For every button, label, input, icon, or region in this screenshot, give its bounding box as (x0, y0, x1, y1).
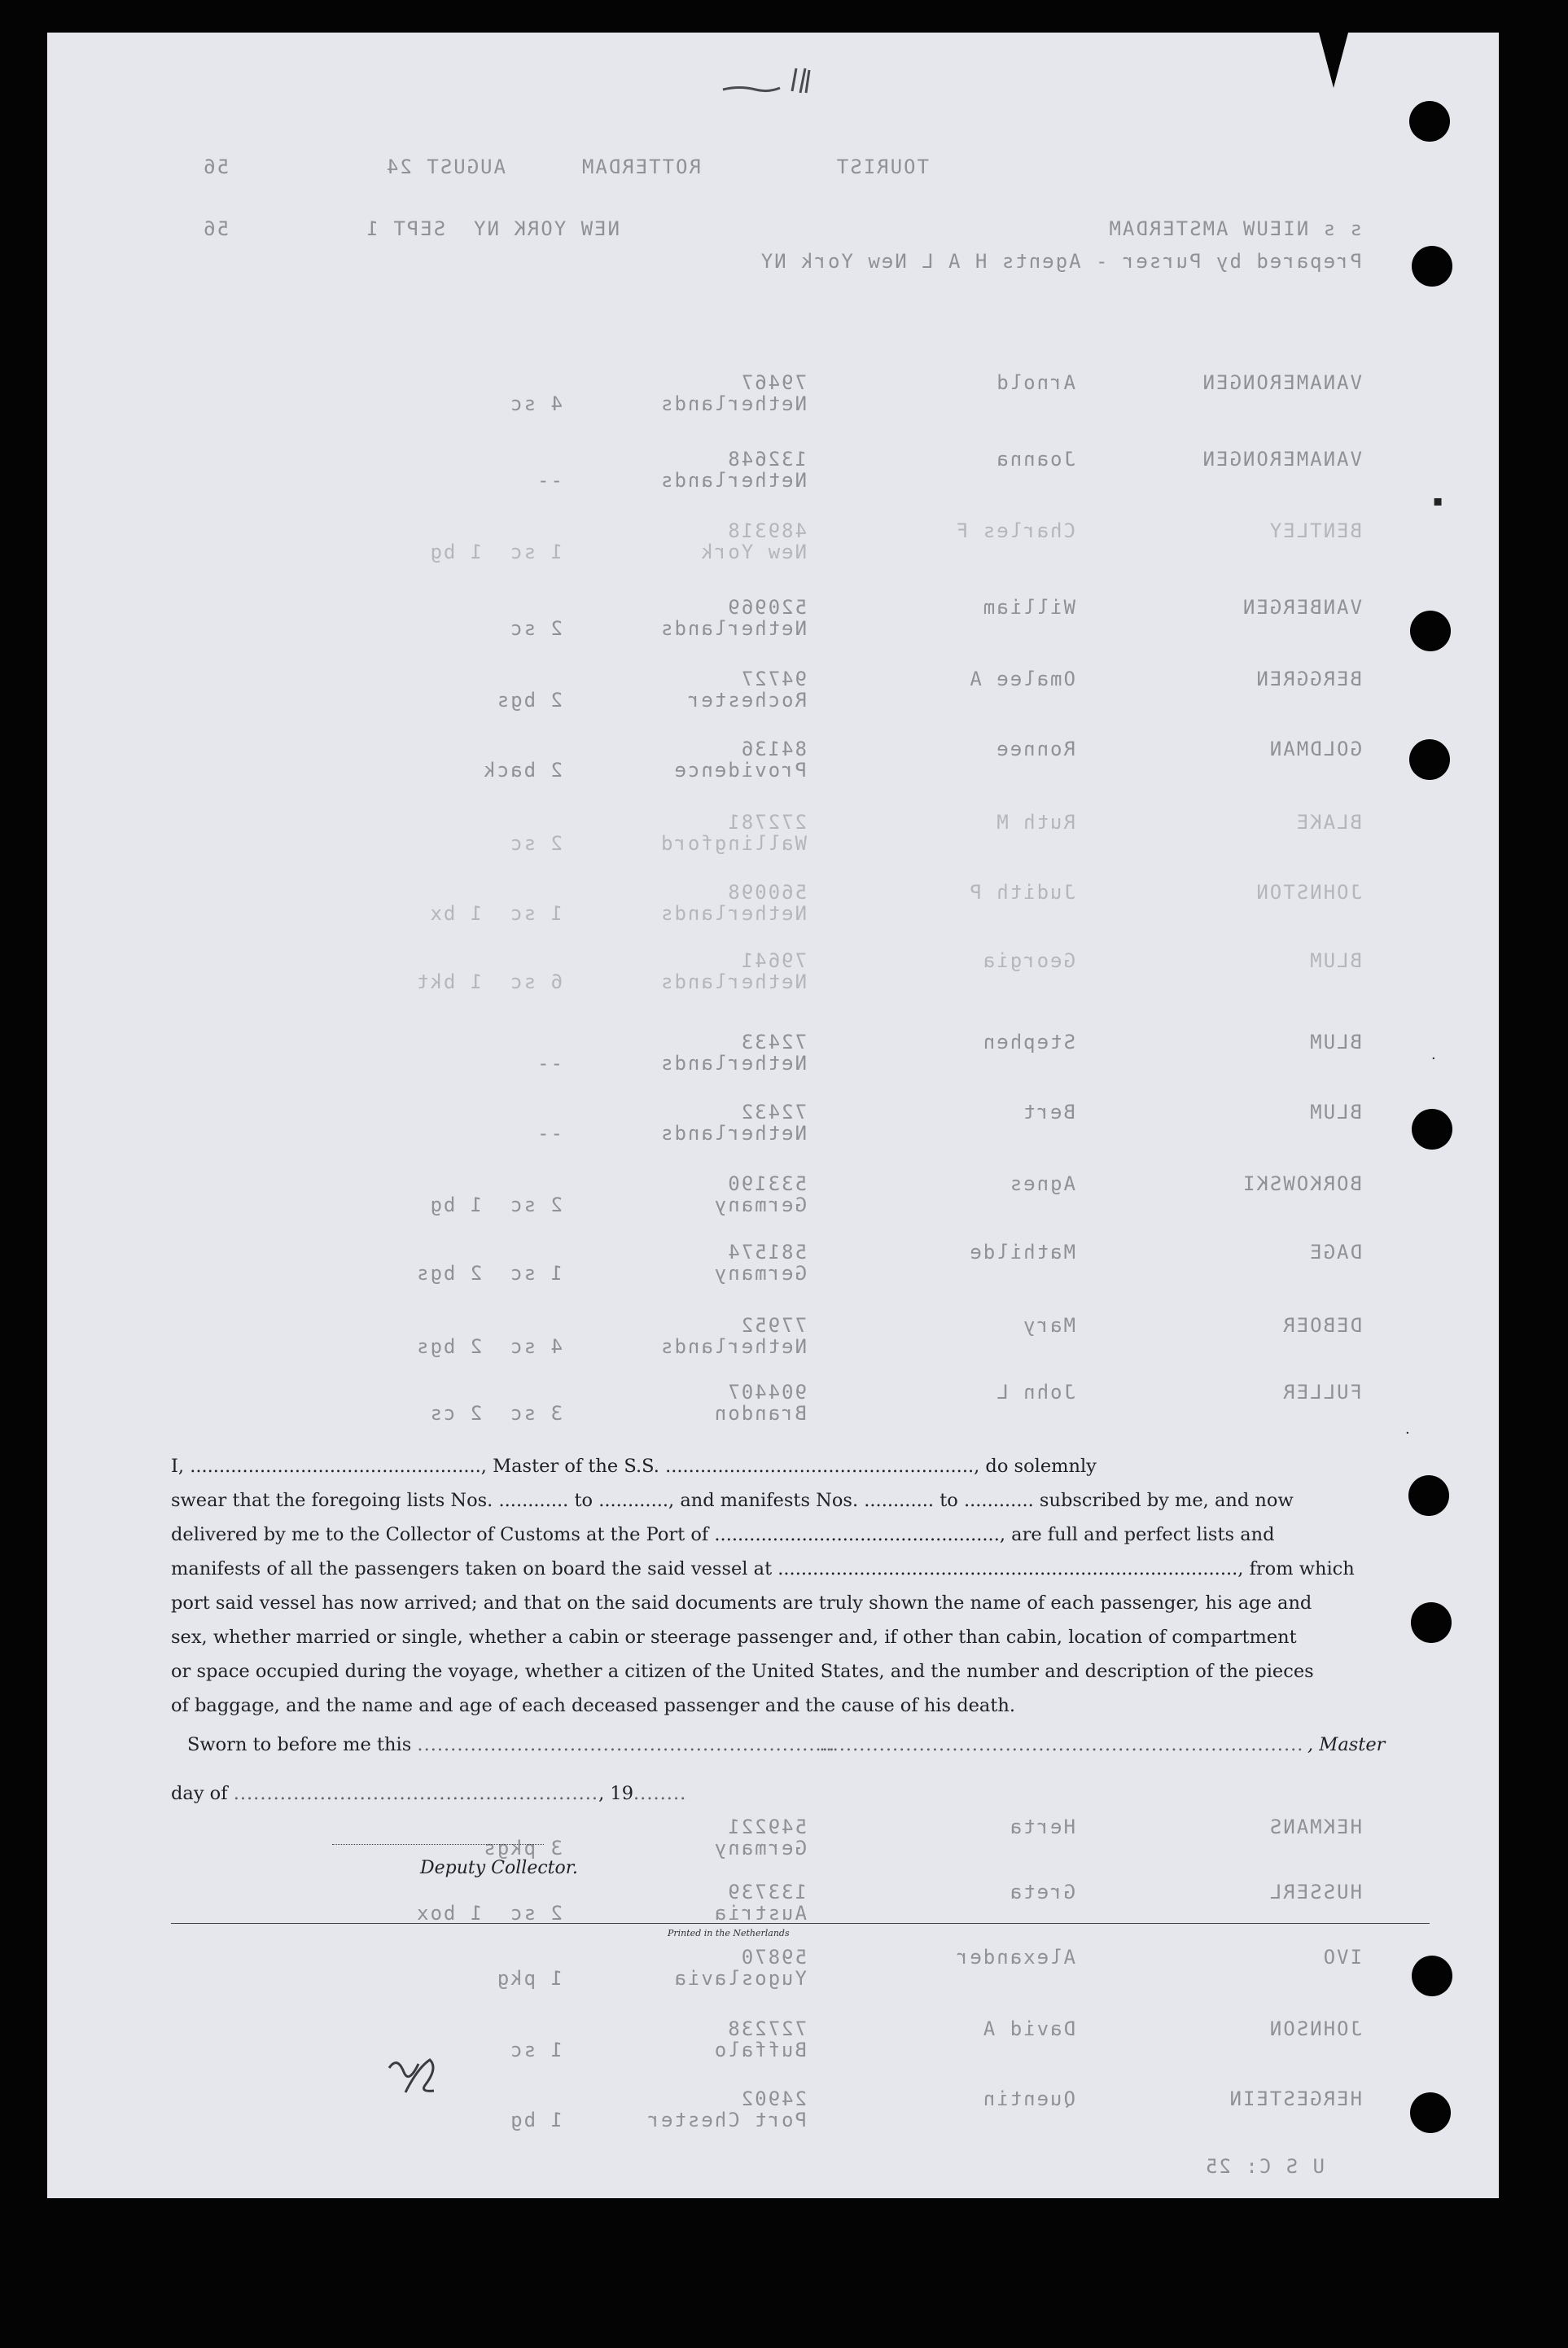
master-label: , Master (1307, 1734, 1386, 1755)
passenger-row (47, 1101, 1499, 1150)
deputy-collector-label: Deputy Collector. (420, 1858, 578, 1878)
cert-number: 94727 (739, 668, 807, 690)
cert-number: 77952 (739, 1314, 807, 1337)
place: Germany (712, 1837, 807, 1860)
cert-number: 79467 (739, 371, 807, 394)
cert-number: 79641 (739, 949, 807, 972)
baggage: 1 sc 1 bg (428, 541, 563, 563)
surname: HERGESTEIN (1228, 2087, 1362, 2110)
place: Buffalo (712, 2039, 807, 2061)
pencil-scribble (715, 65, 845, 98)
place: Netherlands (659, 902, 807, 925)
passenger-row (47, 1816, 1499, 1864)
manifest-sheet (47, 33, 1499, 2198)
place: New York (699, 541, 807, 563)
place: Yugoslavia (672, 1967, 807, 1990)
given-name: Alexander (954, 1946, 1075, 1969)
given-name: Joanna (995, 448, 1075, 471)
given-name: Mary (1022, 1314, 1075, 1337)
given-name: Georgia (981, 949, 1075, 972)
baggage: -- (536, 469, 563, 492)
passenger-row (47, 1314, 1499, 1363)
surname: VANBERGEN (1241, 596, 1362, 619)
master-blank: ......................................................................... (819, 1734, 1304, 1755)
surname: BENTLEY (1268, 519, 1362, 542)
cert-number: 549221 (726, 1816, 807, 1838)
passenger-row (47, 1946, 1499, 1995)
surname: BERGGREN (1255, 668, 1362, 690)
speck: · (1405, 1425, 1410, 1442)
surname: JOHNSON (1268, 2017, 1362, 2040)
header-port: ROTTERDAM (580, 156, 701, 178)
header-class: TOURIST (834, 156, 929, 178)
place: Netherlands (659, 469, 807, 492)
day-of-line (171, 1783, 686, 1804)
place: Netherlands (659, 392, 807, 415)
given-name: Herta (1008, 1816, 1075, 1838)
cert-number: 72433 (739, 1031, 807, 1054)
speck: ▪ (1433, 493, 1443, 510)
day-label: day of (171, 1783, 228, 1804)
surname: BLAKE (1294, 811, 1362, 834)
baggage: 2 sc 1 bg (428, 1194, 563, 1216)
passenger-row (47, 738, 1499, 786)
reverse-side-text (47, 33, 1499, 2198)
printed-in-label: Printed in the Netherlands (668, 1928, 790, 1938)
place: Germany (712, 1262, 807, 1285)
given-name: Quentin (981, 2087, 1075, 2110)
given-name: Ronnee (995, 738, 1075, 760)
master-oath (171, 1449, 1430, 1723)
header-ship: s s NIEUW AMSTERDAM (1107, 217, 1362, 240)
baggage: -- (536, 1052, 563, 1075)
cert-number: 84136 (739, 738, 807, 760)
surname: HUSSERL (1268, 1881, 1362, 1903)
place: Netherlands (659, 970, 807, 993)
place: Wallingford (659, 832, 807, 855)
given-name: Ruth M (995, 811, 1075, 834)
place: Brandon (712, 1402, 807, 1425)
surname: DEBOER (1281, 1314, 1362, 1337)
given-name: Omalee A (968, 668, 1075, 690)
passenger-row (47, 668, 1499, 716)
passenger-row (47, 949, 1499, 998)
place: Austria (712, 1902, 807, 1925)
passenger-row (47, 519, 1499, 568)
baggage: 4 sc (509, 392, 563, 415)
place: Netherlands (659, 1052, 807, 1075)
given-name: Charles F (954, 519, 1075, 542)
place: Netherlands (659, 617, 807, 640)
speck: · (1431, 1050, 1436, 1067)
baggage: -- (536, 1122, 563, 1145)
baggage: 2 back (482, 759, 563, 782)
baggage: 6 sc 1 bkt (415, 970, 563, 993)
cert-number: 581574 (726, 1241, 807, 1264)
given-name: Judith P (968, 881, 1075, 904)
header-number: 56 (202, 156, 229, 178)
passenger-row (47, 1031, 1499, 1080)
passenger-row (47, 881, 1499, 930)
passenger-row (47, 2087, 1499, 2136)
reverse-stamp: U S C: 25 (1203, 2155, 1325, 2178)
baggage: 3 pkgs (482, 1837, 563, 1860)
cert-number: 520969 (726, 596, 807, 619)
footer-rule (171, 1923, 1430, 1924)
baggage: 2 sc 1 box (415, 1902, 563, 1925)
surname: BORKOWSKI (1241, 1172, 1362, 1195)
surname: BLUM (1308, 1031, 1362, 1054)
passenger-row (47, 1241, 1499, 1290)
oath-line: I, .................................................., Master of the S.S. ....................................................., do solemnly (171, 1456, 1097, 1477)
given-name: Stephen (981, 1031, 1075, 1054)
place: Providence (672, 759, 807, 782)
header-number-2: 56 (202, 217, 229, 240)
passenger-row (47, 448, 1499, 497)
cert-number: 133739 (726, 1881, 807, 1903)
oath-line: delivered by me to the Collector of Customs at the Port of ................................................., are full and perfect lists and (171, 1524, 1275, 1545)
cert-number: 727238 (726, 2017, 807, 2040)
passenger-row (47, 596, 1499, 645)
baggage: 1 sc (509, 2039, 563, 2061)
surname: IVO (1321, 1946, 1362, 1969)
pencil-mark (381, 2044, 454, 2109)
baggage: 2 bgs (495, 689, 563, 712)
oath-line: sex, whether married or single, whether a cabin or steerage passenger and, if other than cabin, location of compartment (171, 1627, 1297, 1648)
oath-line: port said vessel has now arrived; and that on the said documents are truly shown the name of each passenger, his age and (171, 1592, 1312, 1614)
given-name: Arnold (995, 371, 1075, 394)
oath-line: of baggage, and the name and age of each deceased passenger and the cause of his death. (171, 1695, 1016, 1716)
passenger-row (47, 2017, 1499, 2066)
oath-line: swear that the foregoing lists Nos. ............ to ............, and manifests Nos. ............ to ............ subscribed by me, and now (171, 1490, 1294, 1511)
passenger-row (47, 811, 1499, 860)
surname: BLUM (1308, 1101, 1362, 1124)
header-arrival: NEW YORK NY SEPT 1 (365, 217, 620, 240)
given-name: Bert (1022, 1101, 1075, 1124)
oath-line: or space occupied during the voyage, whether a citizen of the United States, and the number and description of the pieces (171, 1661, 1314, 1682)
cert-number: 132648 (726, 448, 807, 471)
given-name: David A (981, 2017, 1075, 2040)
header-prepared: Prepared by Purser - Agents H A L New York NY (759, 250, 1362, 273)
year-blank: ........ (633, 1783, 687, 1804)
place: Netherlands (659, 1335, 807, 1358)
cert-number: 59870 (739, 1946, 807, 1969)
cert-number: 24902 (739, 2087, 807, 2110)
place: Port Chester (646, 2109, 807, 2131)
passenger-row (47, 1172, 1499, 1221)
sworn-line (187, 1734, 835, 1755)
cert-number: 904407 (726, 1381, 807, 1404)
sworn-blank: ............................................................... (417, 1734, 836, 1755)
baggage: 2 sc (509, 617, 563, 640)
given-name: Agnes (1008, 1172, 1075, 1195)
place: Rochester (685, 689, 807, 712)
surname: FULLER (1281, 1381, 1362, 1404)
surname: VANAMERONGEN (1201, 448, 1362, 471)
surname: JOHNSTON (1255, 881, 1362, 904)
given-name: John L (995, 1381, 1075, 1404)
year-label: , 19 (598, 1783, 634, 1804)
baggage: 1 sc 1 bx (428, 902, 563, 925)
master-signature-line (819, 1734, 1386, 1755)
surname: VANAMERONGEN (1201, 371, 1362, 394)
given-name: Mathilde (968, 1241, 1075, 1264)
cert-number: 272781 (726, 811, 807, 834)
cert-number: 533190 (726, 1172, 807, 1195)
passenger-row (47, 371, 1499, 420)
baggage: 2 sc (509, 832, 563, 855)
baggage: 4 sc 2 bgs (415, 1335, 563, 1358)
place: Netherlands (659, 1122, 807, 1145)
deputy-signature-line (332, 1844, 544, 1845)
given-name: William (981, 596, 1075, 619)
baggage: 1 pkg (495, 1967, 563, 1990)
surname: BLUM (1308, 949, 1362, 972)
baggage: 3 sc 2 cs (428, 1402, 563, 1425)
sworn-label: Sworn to before me this (187, 1734, 412, 1755)
surname: GOLDMAN (1268, 738, 1362, 760)
given-name: Greta (1008, 1881, 1075, 1903)
surname: DAGE (1308, 1241, 1362, 1264)
passenger-row (47, 1881, 1499, 1930)
cert-number: 560098 (726, 881, 807, 904)
surname: HEKMANS (1268, 1816, 1362, 1838)
passenger-row (47, 1381, 1499, 1430)
header-date: AUGUST 24 (384, 156, 506, 178)
cert-number: 72432 (739, 1101, 807, 1124)
place: Germany (712, 1194, 807, 1216)
baggage: 1 sc 2 bgs (415, 1262, 563, 1285)
baggage: 1 bg (509, 2109, 563, 2131)
day-blank: ....................................................... (233, 1783, 599, 1804)
oath-line: manifests of all the passengers taken on board the said vessel at ..............................................................................., from which (171, 1558, 1355, 1579)
cert-number: 489318 (726, 519, 807, 542)
